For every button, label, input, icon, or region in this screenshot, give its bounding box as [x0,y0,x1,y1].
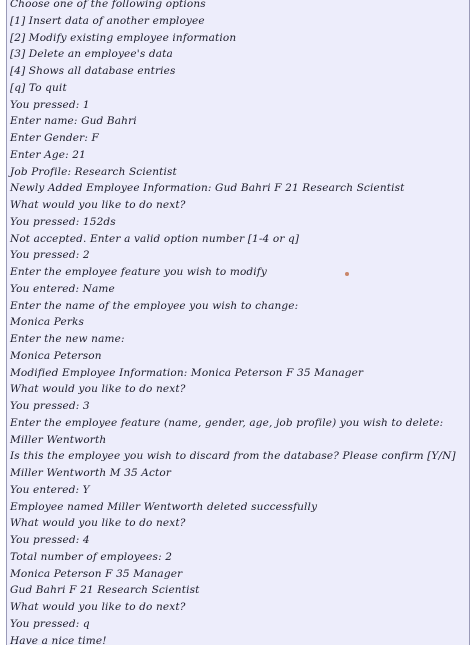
console-line: Not accepted. Enter a valid option number [1-4 or q] [10,232,300,245]
console-line: [4] Shows all database entries [10,65,176,77]
console-line: Enter Age: 21 [10,148,86,161]
console-line: [q] To quit [10,81,67,94]
console-line: Monica Peterson [10,349,102,362]
console-line: Enter the employee feature you wish to modify [10,266,267,278]
console-line: What would you like to do next? [10,199,186,211]
console-line: [1] Insert data of another employee [10,14,205,27]
console-line: [2] Modify existing employee information [10,31,237,44]
console-line: Enter the employee feature (name, gender, age, job profile) you wish to delete: [10,416,444,429]
console-line: Enter the name of the employee you wish to change: [10,299,299,312]
console-line: You entered: Y [10,483,90,496]
console-line: Enter the new name: [10,333,125,345]
console-line: Miller Wentworth [10,433,107,446]
console-line: Enter name: Gud Bahri [10,115,137,128]
console-line: Newly Added Employee Information: Gud Bahri F 21 Research Scientist [10,182,405,195]
console-line: Is this the employee you wish to discard from the database? Please confirm [Y/N] [10,450,456,463]
console-lines [10,0,456,645]
console-line: You pressed: 2 [10,249,90,262]
mouse-cursor-marker [345,272,349,276]
console-line: You pressed: 3 [10,400,90,412]
console-line: Total number of employees: 2 [10,550,173,563]
console-line: You pressed: 1 [10,98,90,111]
console-line: Employee named Miller Wentworth deleted successfully [10,500,318,513]
console-output[interactable] [6,0,470,645]
console-line: You pressed: 152ds [10,215,116,228]
console-line: What would you like to do next? [10,517,186,530]
console-line: Gud Bahri F 21 Research Scientist [10,584,200,597]
console-line: Choose one of the following options [10,0,206,10]
console-line: Monica Perks [10,316,85,329]
console-line: [3] Delete an employee's data [10,48,173,61]
console-line: Monica Peterson F 35 Manager [10,567,183,580]
console-line: What would you like to do next? [10,601,186,613]
console-line: Have a nice time! [10,634,107,645]
console-line: What would you like to do next? [10,383,186,396]
console-line: You pressed: 4 [10,534,90,546]
console-line: Modified Employee Information: Monica Peterson F 35 Manager [10,366,364,379]
console-line: You pressed: q [10,617,90,630]
console-line: Job Profile: Research Scientist [10,165,177,178]
console-line: Enter Gender: F [10,132,99,144]
console-line: Miller Wentworth M 35 Actor [10,467,172,479]
console-line: You entered: Name [10,282,115,295]
